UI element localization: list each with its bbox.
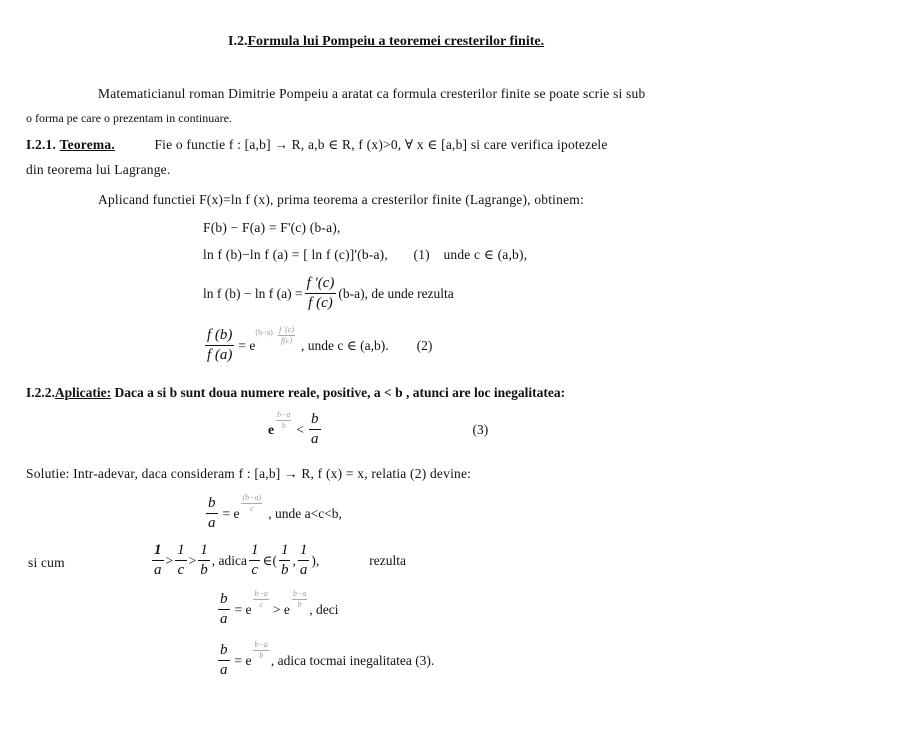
exponent-fraction	[253, 590, 268, 609]
fraction-denominator: f(c)	[281, 336, 293, 345]
solution-step-3	[216, 589, 339, 627]
fraction-denominator: a	[208, 515, 216, 531]
application-statement: Daca a si b sunt doua numere reale, positive, a < b , atunci are loc inegalitatea:	[114, 385, 566, 400]
fraction-numerator: 1	[249, 543, 261, 561]
fraction-numerator: 1	[198, 543, 210, 561]
step-1-fraction	[206, 496, 218, 531]
interval-close: ),	[311, 552, 320, 568]
step-3-gt: > e	[272, 601, 290, 617]
step-1-exponent	[239, 494, 264, 513]
fraction-denominator: b	[259, 651, 264, 660]
fraction-numerator: b	[218, 643, 230, 661]
solution-step-4	[216, 640, 435, 678]
step-3-fraction	[218, 592, 230, 627]
fraction-denominator: b	[200, 562, 208, 578]
equation-a: F(b) − F(a) = F'(c) (b-a),	[203, 220, 341, 235]
fraction-numerator: b	[309, 412, 321, 430]
step-1-condition: , unde a<c<b,	[268, 505, 342, 521]
solution-step-2	[150, 543, 406, 578]
theorem-text: Fie o functie f : [a,b] → R, a,b ∈ R, f (x)>0, ∀ x ∈ [a,b] si care verifica ipotezele	[154, 137, 608, 152]
equation-tag-1: (1)	[413, 247, 430, 262]
fraction-denominator: b	[297, 600, 302, 609]
fraction-numerator: b−a	[292, 589, 307, 598]
step-3-tail: , deci	[309, 601, 339, 617]
fraction-denominator: c	[251, 562, 259, 578]
equation-tag-3: (3)	[472, 421, 489, 437]
equation-b-body: ln f (b)−ln f (a) = [ ln f (c)]'(b-a),	[203, 247, 388, 262]
fraction-numerator: 1	[279, 543, 291, 561]
fraction-denominator: c	[259, 600, 263, 609]
equation-b	[203, 247, 527, 263]
fraction-denominator: a	[154, 562, 162, 578]
fraction-numerator: 1	[298, 543, 310, 561]
step-4-fraction	[218, 643, 230, 678]
inequality-3	[268, 412, 488, 447]
fraction-1-over-a	[298, 543, 310, 578]
rezulta-text: rezulta	[369, 552, 406, 568]
section-title	[228, 34, 544, 50]
equation-d-condition: , unde c ∈ (a,b).	[300, 337, 389, 353]
inequality-lt: <	[296, 421, 305, 437]
exponent-fraction	[276, 411, 291, 430]
fraction-numerator: b	[206, 496, 218, 514]
fraction-denominator: b	[280, 562, 289, 578]
inequality-exponent	[274, 411, 293, 430]
intro-line-2: o forma pe care o prezentam in continuare.	[26, 111, 232, 125]
equation-tag-2: (2)	[416, 337, 433, 353]
application-label: Aplicatie:	[54, 385, 112, 400]
fraction-numerator: b	[218, 592, 230, 610]
inequality-e: e	[268, 421, 274, 437]
intro-line-1: Matematicianul roman Dimitrie Pompeiu a aratat ca formula cresterilor finite se poate scrie si sub	[98, 86, 646, 101]
gt-sign: >	[165, 552, 174, 568]
inequality-fraction	[309, 412, 321, 447]
comma: ,	[292, 552, 296, 568]
fraction-numerator: 1	[152, 543, 164, 561]
equation-d-equals: = e	[238, 337, 256, 353]
solution-intro: Solutie: Intr-adevar, daca consideram f : [a,b] → R, f (x) = x, relatia (2) devine:	[26, 466, 472, 481]
fraction-numerator: b−a	[254, 640, 268, 649]
theorem-line-1	[26, 137, 608, 153]
fraction-denominator: f (c)	[308, 295, 333, 311]
fraction-numerator: f (b)	[205, 328, 234, 346]
since-label: si cum	[28, 555, 65, 570]
applying-text: Aplicand functiei F(x)=ln f (x), prima teorema a cresterilor finite (Lagrange), obtinem:	[98, 192, 584, 207]
adica-text: , adica	[211, 552, 247, 568]
step-3-exponent-1	[251, 590, 270, 609]
fraction-denominator: a	[220, 662, 228, 678]
equation-b-condition: unde c ∈ (a,b),	[443, 247, 528, 262]
gt-sign: >	[188, 552, 197, 568]
section-title-text: Formula lui Pompeiu a teoremei cresterilor finite.	[247, 34, 545, 49]
exponent-fraction	[278, 326, 295, 345]
fraction-numerator: b−a	[277, 410, 291, 419]
exponent-fraction	[292, 590, 307, 609]
fraction-1-over-c	[249, 543, 261, 578]
fraction-numerator: (b−a)	[242, 493, 262, 502]
equation-c-rhs: (b-a), de unde rezulta	[338, 285, 454, 301]
fraction-denominator: a	[220, 611, 228, 627]
fraction-1-over-c	[175, 543, 187, 578]
fraction-denominator: b	[281, 421, 286, 430]
equation-c-lhs: ln f (b) − ln f (a) =	[203, 285, 303, 301]
solution-step-1	[204, 493, 342, 531]
equation-c-fraction	[305, 276, 337, 311]
step-3-exponent-2	[290, 590, 309, 609]
exponent-prefix: (b−a)	[255, 328, 273, 337]
exponent-fraction	[253, 641, 268, 660]
fraction-denominator: f (a)	[207, 347, 233, 363]
fraction-1-over-b	[198, 543, 210, 578]
fraction-denominator: a	[311, 431, 319, 447]
fraction-denominator: a	[299, 562, 308, 578]
step-4-exponent	[251, 641, 270, 660]
exponent-fraction	[241, 494, 262, 513]
theorem-number: I.2.1.	[26, 137, 57, 152]
step-4-equals: = e	[234, 652, 252, 668]
fraction-numerator: b−a	[254, 589, 268, 598]
step-1-equals: = e	[222, 505, 240, 521]
theorem-label: Teorema.	[59, 137, 115, 152]
application-number: I.2.2.	[26, 385, 55, 400]
fraction-denominator: c	[250, 504, 254, 513]
step-3-equals: = e	[234, 601, 252, 617]
step-4-tail: , adica tocmai inegalitatea (3).	[270, 652, 435, 668]
application-heading	[26, 385, 565, 401]
fraction-numerator: f '(c)	[305, 276, 337, 294]
fraction-denominator: c	[177, 562, 185, 578]
fraction-1-over-b	[279, 543, 291, 578]
equation-d-fraction	[205, 328, 234, 363]
equation-d	[203, 325, 433, 363]
equation-c	[203, 276, 454, 311]
fraction-numerator: f '(c)	[279, 325, 294, 334]
section-number: I.2.	[228, 34, 248, 49]
fraction-numerator: 1	[175, 543, 187, 561]
theorem-line-2: din teorema lui Lagrange.	[26, 162, 171, 177]
fraction-1-over-a	[152, 543, 164, 578]
element-of-sign: ∈(	[262, 552, 277, 568]
equation-d-exponent	[255, 326, 297, 345]
